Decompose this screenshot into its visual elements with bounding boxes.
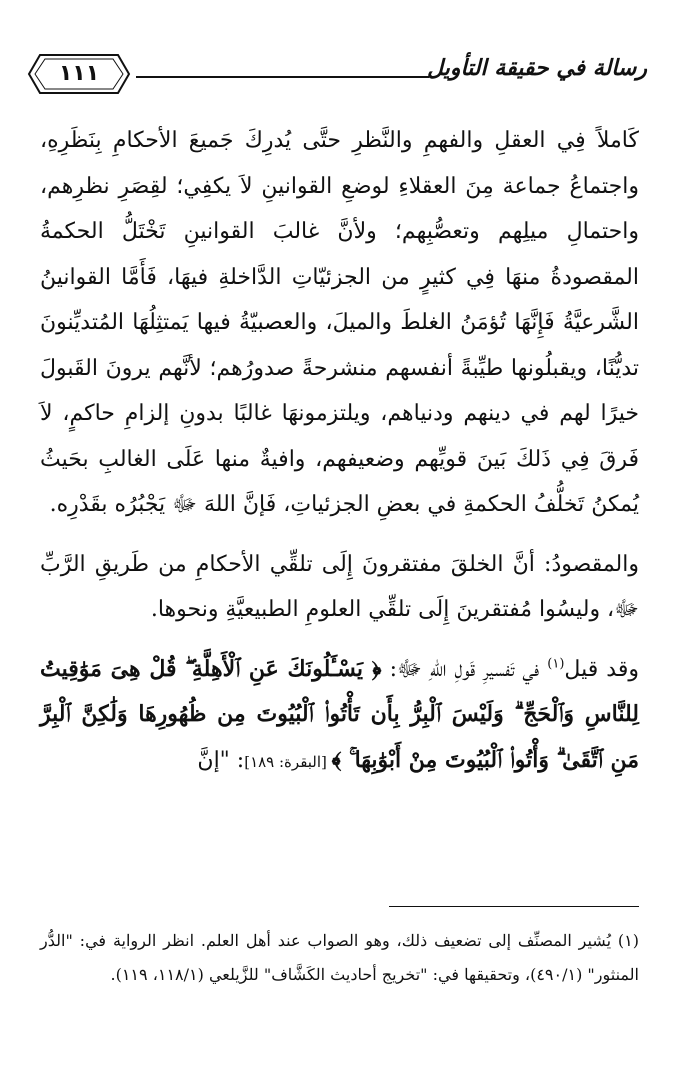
quote-tail: : "إنَّ [197, 747, 245, 773]
main-text [40, 118, 639, 799]
paragraph-3 [40, 647, 639, 786]
page-header [26, 52, 647, 98]
page-number-badge [26, 52, 132, 96]
running-title: رسالة في حقيقة التأويل [427, 56, 647, 81]
footnote-separator [389, 906, 639, 907]
paragraph-1: كَاملاً فِي العقلِ والفهمِ والنَّظرِ حتَّى يُدرِكَ جَميعَ الأحكامِ بِنَظَرِهِ، واجتماعُ جماعة مِنَ العقلاءِ لوضعِ القوانينِ لاَ يكفِي؛ لقِصَرِ نظرِهم، واحتمالِ ميلِهم وتعصُّبِهم؛ ولأنَّ غالبَ القوانينِ تَخْتَلُّ الحكمةُ المقصودةُ منهَا فِي كثيرٍ من الجزئيّاتِ الدَّاخلةِ فيهَا، فَأَمَّا القوانينُ الشَّرعيَّةُ فَإِنَّهَا تُؤمَنُ الغلطَ والميلَ، والعصبيّةُ فيها يَمتثِلُهَا المُتديِّنونَ تديُّنًا، ويقبلُونها طيِّبةً أنفسهم منشرحةً صدورُهم؛ لأنَّهم يرونَ القَبولَ خيرًا لهم في دينهم ودنياهم، ويلتزمونهَا غالبًا بدونِ إلزامِ حاكمٍ، لاَ فَرقَ فِي ذَلكَ بَينَ قويِّهم وضعيفهم، وافيةٌ منها عَلَى الغالبِ بحَيثُ يُمكنُ تَخلُّفُ الحكمةِ في بعضِ الجزئياتِ، فَإنَّ اللهَ ﷻ يَجْبُرُه بقَدْرِه. [40, 128, 639, 517]
footnote: (١) يُشير المصنِّف إلى تضعيف ذلك، وهو الصواب عند أهل العلم. انظر الرواية في: "الدُّر المنثور" (٤٩٠/١)، وتحقيقها في: "تخريج أحاديث الكَشَّاف" للزَّيلعي (١١٨/١، ١١٩). [40, 931, 639, 984]
quran-verse: ﴿ يَسْـَٔلُونَكَ عَنِ ٱلْأَهِلَّةِ ۖ قُلْ هِىَ مَوَٰقِيتُ لِلنَّاسِ وَٱلْحَجِّ ۗ وَلَيْسَ ٱلْبِرُّ بِأَن تَأْتُوا۟ ٱلْبُيُوتَ مِن ظُهُورِهَا وَلَٰكِنَّ ٱلْبِرَّ مَنِ ٱتَّقَىٰ ۗ وَأْتُوا۟ ٱلْبُيُوتَ مِنْ أَبْوَٰبِهَا ۚ ﴾ [40, 655, 639, 773]
footnote-reference[interactable]: (١) [547, 656, 565, 672]
quote-intro: وقد قيل [564, 656, 640, 682]
paragraph-2: والمقصودُ: أنَّ الخلقَ مفتقرونَ إِلَى تلقِّي الأحكامِ من طَريقِ الرَّبِّ ﷻ، وليسُوا مُفتقرينَ إِلَى تلقِّي العلومِ الطبيعيَّةِ ونحوها. [40, 551, 639, 622]
verse-citation: [البقرة: ١٨٩] [244, 752, 332, 771]
quote-lead: في تَفسيرِ قَولِ اللهِ ﷻ: [381, 656, 548, 682]
page-number: ١١١ [58, 61, 100, 86]
header-rule [136, 76, 429, 78]
